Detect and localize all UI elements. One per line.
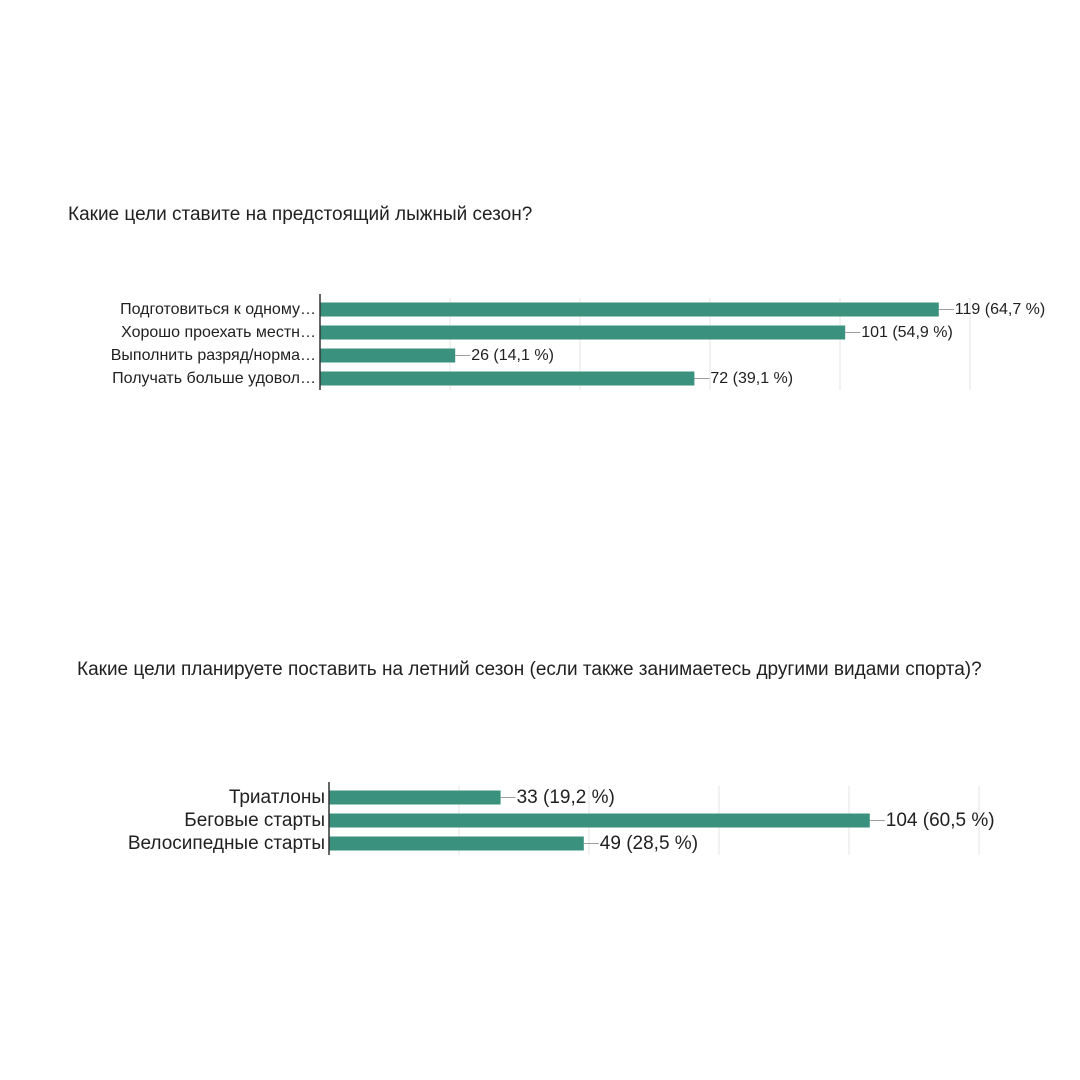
- category-label: Хорошо проехать местн…: [121, 324, 316, 341]
- category-label: Подготовиться к одному…: [120, 301, 316, 318]
- chart-2: [0, 780, 1080, 870]
- bar: [320, 349, 455, 363]
- bar: [329, 837, 584, 851]
- bar: [329, 791, 501, 805]
- category-label: Получать больше удовол…: [112, 370, 316, 387]
- chart-2-title: Какие цели планируете поставить на летний сезон (если также занимаетесь другими видами спорта)?: [77, 659, 982, 680]
- chart-1-title: Какие цели ставите на предстоящий лыжный сезон?: [68, 204, 533, 225]
- category-label: Беговые старты: [184, 810, 325, 831]
- bar: [320, 303, 939, 317]
- chart-1: [0, 290, 1080, 400]
- bar: [329, 814, 870, 828]
- category-label: Велосипедные старты: [127, 833, 325, 854]
- data-label: 72 (39,1 %): [710, 370, 794, 387]
- data-label: 33 (19,2 %): [516, 787, 615, 808]
- data-label: 119 (64,7 %): [954, 301, 1046, 318]
- data-label: 101 (54,9 %): [861, 324, 953, 341]
- category-label: Триатлоны: [228, 787, 325, 808]
- bar: [320, 372, 694, 386]
- data-label: 104 (60,5 %): [885, 810, 995, 831]
- category-label: Выполнить разряд/норма…: [110, 347, 316, 364]
- data-label: 49 (28,5 %): [599, 833, 699, 854]
- data-label: 26 (14,1 %): [471, 347, 554, 364]
- bar: [320, 326, 845, 340]
